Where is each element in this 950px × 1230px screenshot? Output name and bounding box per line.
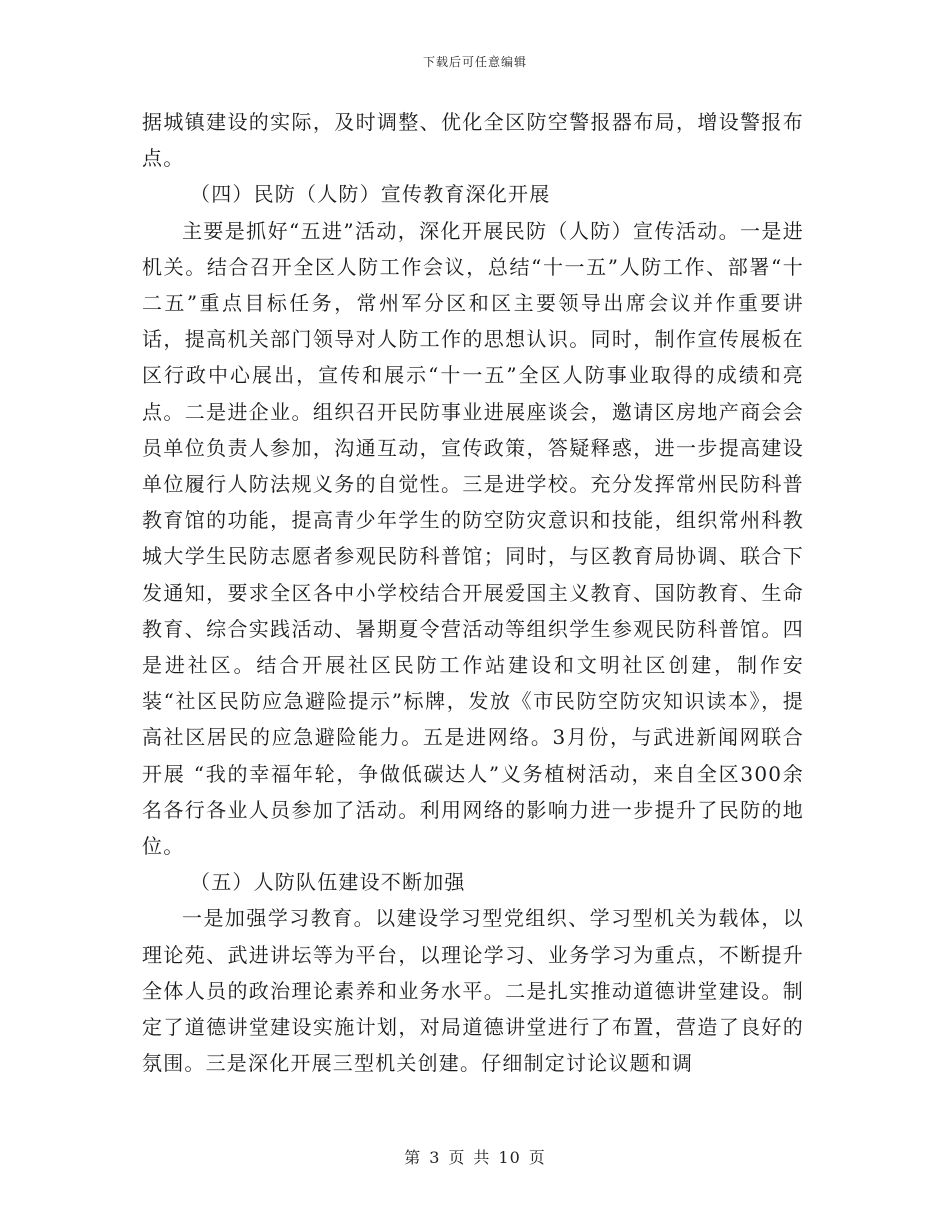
paragraph-continued: 据城镇建设的实际，及时调整、优化全区防空警报器布局，增设警报布点。 [142, 110, 804, 171]
footer-total-word: 共 [473, 1148, 491, 1167]
section-heading-4: （四）民防（人防）宣传教育深化开展 [190, 182, 551, 207]
footer-prefix: 第 [404, 1148, 422, 1167]
section-heading-5: （五）人防队伍建设不断加强 [190, 870, 466, 895]
page-footer [0, 1148, 950, 1168]
page-header [0, 54, 950, 70]
paragraph-team-building: 一是加强学习教育。以建设学习型党组织、学习型机关为载体，以理论苑、武进讲坛等为平台，以理论学习、业务学习为重点，不断提升全体人员的政治理论素养和业务水平。二是扎实推动道德讲堂建设。制定了道德讲堂建设实施计划，对局道德讲堂进行了布置，营造了良好的氛围。三是深化开展三型机关创建。仔细制定讨论议题和调 [142, 906, 804, 1076]
header-text: 下载后可任意编辑 [422, 55, 527, 69]
current-page-number: 3 [429, 1148, 441, 1167]
total-page-number: 10 [498, 1148, 521, 1167]
document-body [142, 104, 804, 1081]
footer-page-word: 页 [448, 1148, 466, 1167]
footer-suffix: 页 [528, 1148, 546, 1167]
paragraph-publicity: 主要是抓好“五进”活动，深化开展民防（人防）宣传活动。一是进机关。结合召开全区人防工作会议，总结“十一五”人防工作、部署“十二五”重点目标任务，常州军分区和区主要领导出席会议并作重要讲话，提高机关部门领导对人防工作的思想认识。同时，制作宣传展板在区行政中心展出，宣传和展示“十一五”全区人防事业取得的成绩和亮点。二是进企业。组织召开民防事业进展座谈会，邀请区房地产商会会员单位负责人参加，沟通互动，宣传政策，答疑释惑，进一步提高建设单位履行人防法规义务的自觉性。三是进学校。充分发挥常州民防科普教育馆的功能，提高青少年学生的防空防灾意识和技能，组织常州科教城大学生民防志愿者参观民防科普馆；同时，与区教育局协调、联合下发通知，要求全区各中小学校结合开展爱国主义教育、国防教育、生命教育、综合实践活动、暑期夏令营活动等组织学生参观民防科普馆。四是进社区。结合开展社区民防工作站建设和文明社区创建，制作安装“社区民防应急避险提示”标牌，发放《市民防空防灾知识读本》，提高社区居民的应急避险能力。五是进网络。3月份，与武进新闻网联合开展 “我的幸福年轮，争做低碳达人”义务植树活动，来自全区300余名各行各业人员参加了活动。利用网络的影响力进一步提升了民防的地位。 [142, 218, 804, 859]
